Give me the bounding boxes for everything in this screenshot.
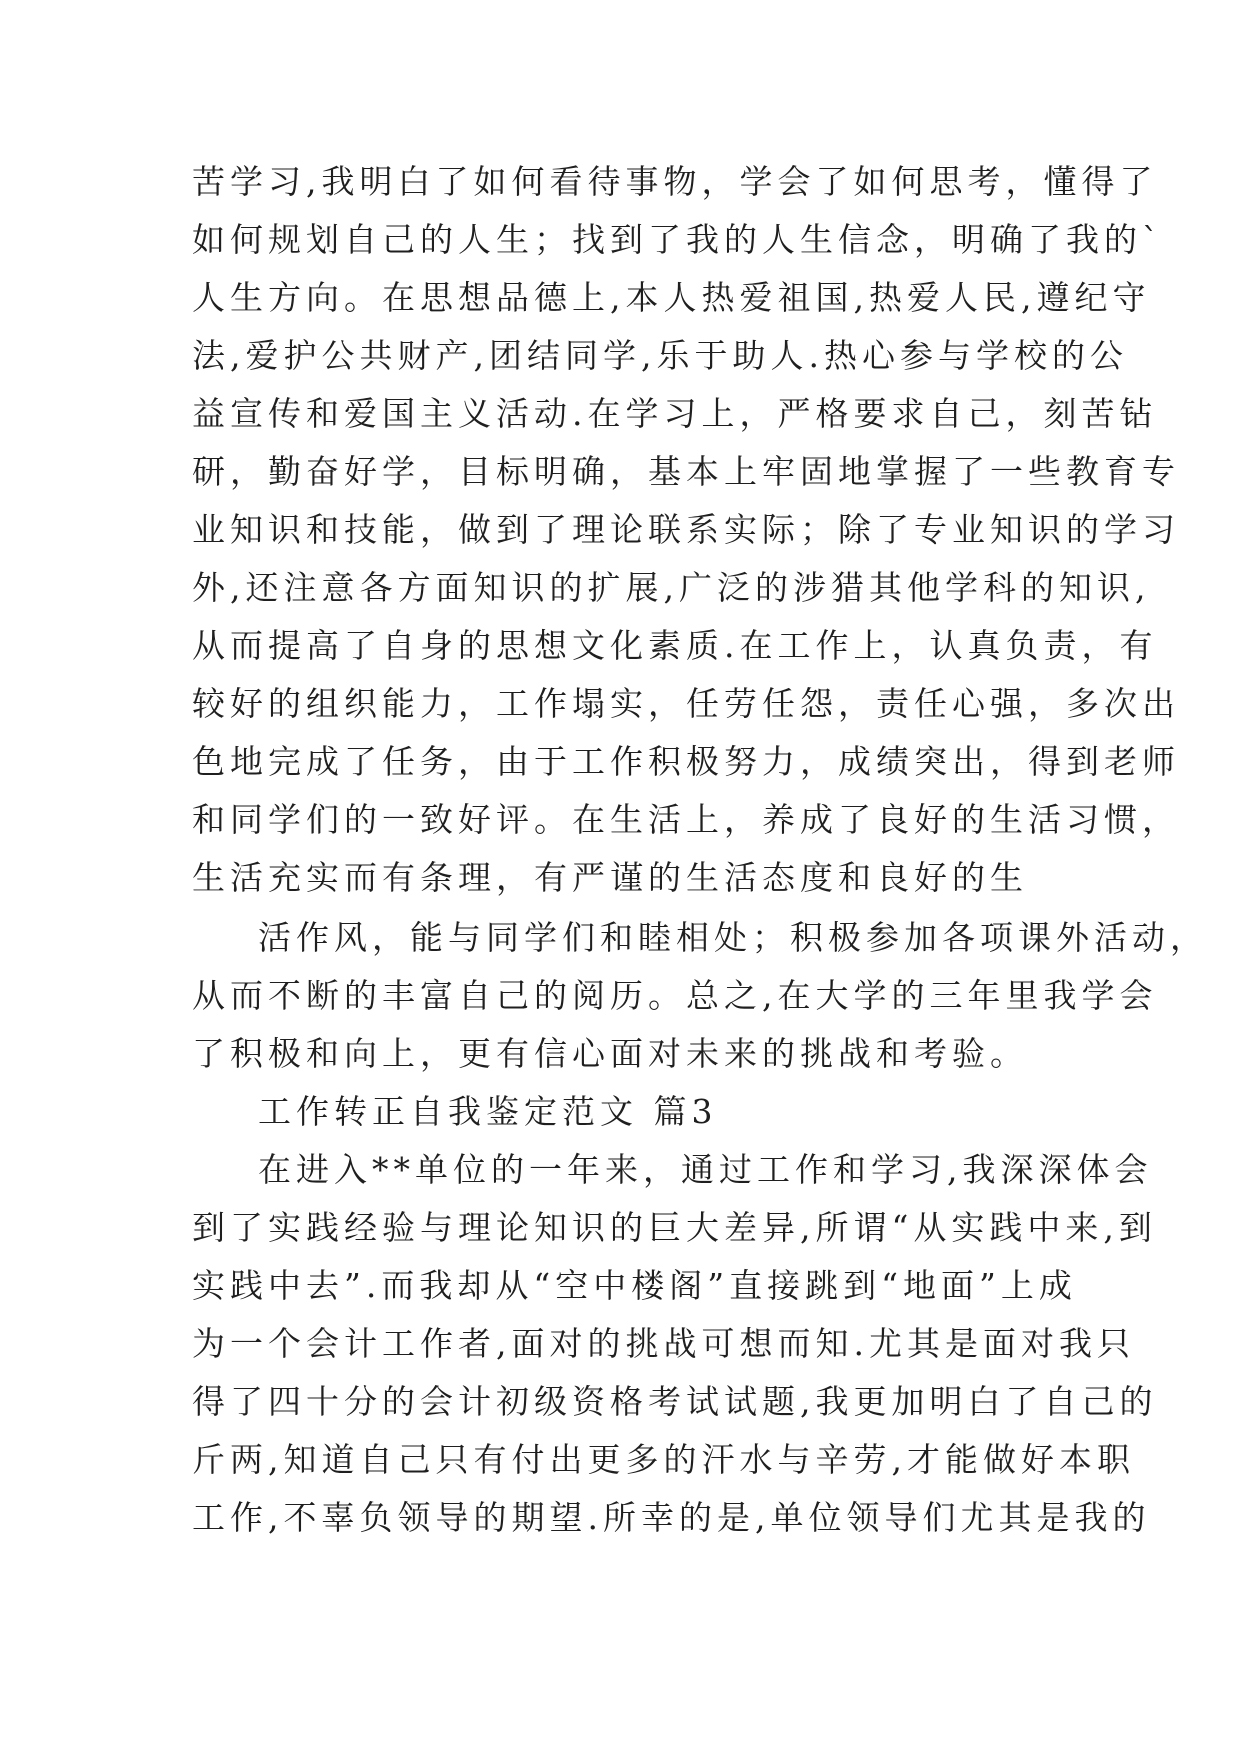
text-line-11: 色地完成了任务，由于工作积极努力，成绩突出，得到老师	[192, 742, 1180, 781]
text-line-22: 得了四十分的会计初级资格考试试题,我更加明白了自己的	[192, 1382, 1158, 1421]
text-line-6: 研，勤奋好学，目标明确，基本上牢固地掌握了一些教育专	[192, 452, 1180, 491]
text-line-19: 到了实践经验与理论知识的巨大差异,所谓“从实践中来,到	[192, 1208, 1157, 1247]
text-line-15: 从而不断的丰富自己的阅历。总之,在大学的三年里我学会	[192, 976, 1158, 1015]
body-text	[192, 153, 1208, 1547]
text-line-7: 业知识和技能，做到了理论联系实际；除了专业知识的学习	[192, 510, 1180, 549]
text-line-3: 人生方向。在思想品德上,本人热爱祖国,热爱人民,遵纪守	[192, 278, 1151, 317]
text-line-9: 从而提高了自身的思想文化素质.在工作上，认真负责，有	[192, 626, 1158, 665]
text-line-5: 益宣传和爱国主义活动.在学习上，严格要求自己，刻苦钻	[192, 394, 1158, 433]
text-line-13: 生活充实而有条理，有严谨的生活态度和良好的生	[192, 858, 1028, 897]
section-heading: 工作转正自我鉴定范文 篇3	[258, 1092, 718, 1131]
text-line-18: 在进入**单位的一年来，通过工作和学习,我深深体会	[258, 1150, 1153, 1189]
text-line-1: 苦学习,我明白了如何看待事物，学会了如何思考，懂得了	[192, 162, 1158, 201]
text-line-12: 和同学们的一致好评。在生活上，养成了良好的生活习惯，	[192, 800, 1180, 839]
text-line-21: 为一个会计工作者,面对的挑战可想而知.尤其是面对我只	[192, 1324, 1135, 1363]
text-line-14: 活作风，能与同学们和睦相处；积极参加各项课外活动，	[258, 918, 1208, 957]
text-line-4: 法,爱护公共财产,团结同学,乐于助人.热心参与学校的公	[192, 336, 1128, 375]
text-line-10: 较好的组织能力，工作塌实，任劳任怨，责任心强，多次出	[192, 684, 1180, 723]
text-line-2: 如何规划自己的人生；找到了我的人生信念，明确了我的`	[192, 220, 1164, 259]
text-line-20: 实践中去”.而我却从“空中楼阁”直接跳到“地面”上成	[192, 1266, 1077, 1305]
text-line-8: 外,还注意各方面知识的扩展,广泛的涉猎其他学科的知识,	[192, 568, 1151, 607]
text-line-23: 斤两,知道自己只有付出更多的汗水与辛劳,才能做好本职	[192, 1440, 1135, 1479]
text-line-16: 了积极和向上，更有信心面对未来的挑战和考验。	[192, 1034, 1028, 1073]
text-line-24: 工作,不辜负领导的期望.所幸的是,单位领导们尤其是我的	[192, 1498, 1151, 1537]
